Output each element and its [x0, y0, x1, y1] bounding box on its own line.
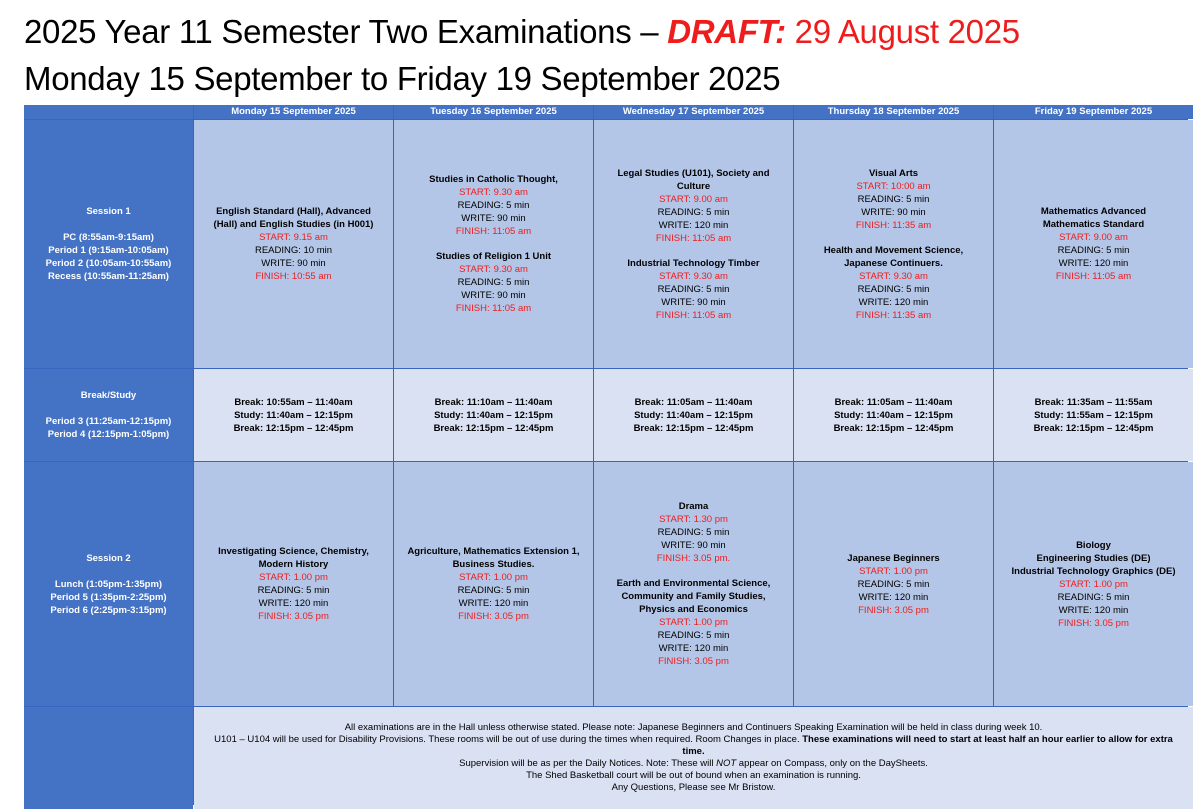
page-title-line-1	[24, 13, 1020, 51]
session-2-label	[24, 462, 193, 706]
break-line: Break: 11:10am – 11:40am	[434, 396, 553, 408]
exam-start: START: 1.00 pm	[659, 617, 728, 628]
exam-block	[847, 552, 939, 617]
break-monday	[194, 369, 393, 461]
exam-subject: Agriculture, Mathematics Extension 1,	[407, 546, 580, 557]
exam-subject: Industrial Technology Timber	[627, 257, 760, 269]
break-line: Break: 12:15pm – 12:45pm	[433, 422, 554, 434]
period-label: Period 3 (11:25am-12:15pm)	[45, 416, 172, 427]
exam-finish: FINISH: 10:55 am	[255, 271, 332, 282]
exam-timetable	[24, 105, 1188, 805]
exam-reading: READING: 5 min	[657, 527, 730, 538]
exam-write: WRITE: 90 min	[861, 206, 926, 218]
exam-block	[1041, 205, 1146, 283]
day-header-monday: Monday 15 September 2025	[194, 105, 393, 119]
session-title: Session 1	[86, 206, 131, 217]
exam-finish: FINISH: 3.05 pm	[1058, 617, 1129, 629]
break-line: Break: 11:05am – 11:40am	[634, 396, 753, 408]
session-1-thursday	[794, 120, 993, 368]
exam-block	[627, 257, 759, 322]
break-line: Break: 12:15pm – 12:45pm	[233, 422, 354, 434]
exam-write: WRITE: 120 min	[858, 591, 929, 603]
exam-subject: Biology	[1076, 539, 1111, 551]
session-1-tuesday	[394, 120, 593, 368]
exam-subject: Drama	[678, 501, 709, 512]
session-2-thursday	[794, 462, 993, 706]
exam-start: START: 1.00 pm	[459, 572, 528, 583]
draft-label: DRAFT:	[667, 13, 786, 50]
exam-finish: FINISH: 11:35 am	[855, 309, 932, 321]
note-italic: NOT	[716, 758, 737, 769]
exam-block	[617, 167, 769, 245]
note-emphasis: These examinations will need to start at least half an hour earlier to allow for extra time.	[682, 734, 1173, 757]
exam-write: WRITE: 90 min	[261, 258, 326, 269]
exam-reading: READING: 5 min	[657, 630, 730, 641]
exam-write: WRITE: 120 min	[1058, 258, 1129, 269]
day-header-tuesday: Tuesday 16 September 2025	[394, 105, 593, 119]
period-label: Period 1 (9:15am-10:05am)	[48, 245, 169, 256]
note-text: Supervision will be as per the Daily Notices. Note: These will	[459, 758, 717, 769]
exam-start: START: 1.00 pm	[259, 572, 328, 583]
break-line: Break: 10:55am – 11:40am	[234, 396, 353, 408]
study-line: Study: 11:40am – 12:15pm	[434, 409, 553, 421]
exam-subject: Community and Family Studies,	[621, 591, 766, 602]
break-line: Break: 12:15pm – 12:45pm	[1033, 422, 1154, 434]
notes-label	[24, 707, 193, 809]
exam-write: WRITE: 90 min	[661, 540, 726, 551]
exam-block	[1012, 539, 1176, 630]
session-2-monday	[194, 462, 393, 706]
exam-reading: READING: 5 min	[657, 283, 730, 295]
exam-write: WRITE: 120 min	[258, 598, 329, 609]
exam-reading: READING: 5 min	[857, 578, 930, 590]
exam-subject: Studies of Religion 1 Unit	[435, 251, 552, 262]
exam-write: WRITE: 120 min	[458, 598, 529, 609]
exam-reading: READING: 5 min	[857, 283, 930, 295]
draft-date: 29 August 2025	[785, 13, 1020, 50]
exam-start: START: 9.15 am	[259, 232, 328, 243]
exam-start: START: 9.00 am	[1059, 232, 1128, 243]
break-friday	[994, 369, 1193, 461]
break-tuesday	[394, 369, 593, 461]
exam-start: START: 9.30 am	[459, 264, 528, 275]
session-1-friday	[994, 120, 1193, 368]
title-text: 2025 Year 11 Semester Two Examinations –	[24, 13, 668, 50]
day-header-wednesday: Wednesday 17 September 2025	[594, 105, 793, 119]
exam-finish: FINISH: 11:35 am	[855, 219, 932, 231]
period-label: Lunch (1:05pm-1:35pm)	[54, 578, 163, 590]
exam-finish: FINISH: 3.05 pm	[658, 656, 729, 667]
study-line: Study: 11:55am – 12:15pm	[1034, 409, 1153, 421]
note-line: The Shed Basketball court will be out of bound when an examination is running.	[526, 770, 861, 781]
exam-block	[218, 545, 369, 623]
note-text: U101 – U104 will be used for Disability Provisions. These rooms will be out of use during the times when required. Room Changes in place.	[214, 734, 803, 745]
day-header-friday: Friday 19 September 2025	[994, 105, 1193, 119]
exam-reading: READING: 5 min	[257, 585, 330, 596]
exam-write: WRITE: 90 min	[461, 213, 526, 224]
exam-subject: Visual Arts	[868, 167, 919, 179]
exam-start: START: 1.00 pm	[1059, 578, 1128, 590]
exam-reading: READING: 10 min	[254, 245, 333, 256]
exam-write: WRITE: 90 min	[661, 296, 726, 308]
exam-subject: Studies in Catholic Thought,	[429, 174, 558, 185]
exam-write: WRITE: 120 min	[858, 296, 929, 308]
exam-finish: FINISH: 3.05 pm.	[656, 553, 731, 564]
break-wednesday	[594, 369, 793, 461]
exam-finish: FINISH: 11:05 am	[655, 309, 732, 321]
exam-reading: READING: 5 min	[457, 277, 530, 288]
session-1-monday	[194, 120, 393, 368]
note-line: Any Questions, Please see Mr Bristow.	[611, 782, 776, 793]
exam-subject: Investigating Science, Chemistry,	[218, 546, 369, 557]
session-2-wednesday	[594, 462, 793, 706]
exam-finish: FINISH: 11:05 am	[455, 226, 532, 237]
session-2-friday	[994, 462, 1193, 706]
break-line: Break: 11:35am – 11:55am	[1034, 396, 1153, 408]
exam-block	[617, 577, 771, 668]
exam-subject: Business Studies.	[452, 559, 535, 570]
exam-block	[436, 250, 551, 315]
exam-start: START: 10:00 am	[856, 180, 931, 192]
exam-subject: Mathematics Advanced	[1040, 206, 1147, 217]
exam-reading: READING: 5 min	[457, 200, 530, 211]
exam-finish: FINISH: 3.05 pm	[458, 611, 529, 622]
exam-finish: FINISH: 3.05 pm	[858, 604, 929, 616]
note-text: appear on Compass, only on the DaySheets.	[736, 758, 928, 769]
session-title: Break/Study	[80, 390, 137, 401]
exam-start: START: 1.30 pm	[659, 514, 728, 525]
period-label: Period 5 (1:35pm-2:25pm)	[50, 591, 167, 603]
session-1-wednesday	[594, 120, 793, 368]
break-study-label	[24, 369, 193, 461]
period-label: Period 4 (12:15pm-1:05pm)	[47, 429, 170, 440]
exam-subject: Japanese Beginners	[847, 552, 940, 564]
exam-start: START: 9.30 am	[459, 187, 528, 198]
break-line: Break: 11:05am – 11:40am	[834, 396, 953, 408]
exam-subject: Earth and Environmental Science,	[616, 578, 771, 589]
page-title-line-2: Monday 15 September to Friday 19 September 2025	[24, 60, 781, 97]
exam-subject: Culture	[676, 180, 711, 192]
exam-finish: FINISH: 11:05 am	[1055, 271, 1132, 282]
exam-subject: Legal Studies (U101), Society and	[617, 167, 770, 179]
exam-subject: English Standard (Hall), Advanced	[216, 206, 371, 217]
exam-subject: Mathematics Standard	[1042, 219, 1145, 230]
exam-finish: FINISH: 11:05 am	[655, 232, 732, 244]
period-label: Period 2 (10:05am-10:55am)	[45, 258, 172, 269]
exam-subject: Japanese Continuers.	[844, 257, 943, 269]
exam-start: START: 9.00 am	[659, 193, 728, 205]
study-line: Study: 11:40am – 12:15pm	[634, 409, 753, 421]
exam-subject: Health and Movement Science,	[823, 244, 964, 256]
note-line	[204, 758, 1183, 770]
exam-block	[657, 500, 730, 565]
period-label: Period 6 (2:25pm-3:15pm)	[50, 604, 167, 616]
exam-write: WRITE: 120 min	[658, 219, 729, 231]
exam-subject: Engineering Studies (DE)	[1036, 552, 1151, 564]
study-line: Study: 11:40am – 12:15pm	[834, 409, 953, 421]
exam-start: START: 9.30 am	[859, 270, 928, 282]
exam-start: START: 1.00 pm	[859, 565, 928, 577]
exam-block	[824, 244, 963, 322]
exam-subject: (Hall) and English Studies (in H001)	[213, 219, 374, 230]
exam-block	[407, 545, 579, 623]
study-line: Study: 11:40am – 12:15pm	[234, 409, 353, 421]
exam-finish: FINISH: 11:05 am	[455, 303, 532, 314]
break-line: Break: 12:15pm – 12:45pm	[633, 422, 754, 434]
header-corner	[24, 105, 193, 119]
exam-reading: READING: 5 min	[657, 206, 730, 218]
session-2-tuesday	[394, 462, 593, 706]
exam-subject: Modern History	[258, 559, 329, 570]
period-label: PC (8:55am-9:15am)	[63, 232, 154, 243]
exam-subject: Industrial Technology Graphics (DE)	[1011, 565, 1176, 577]
period-label: Recess (10:55am-11:25am)	[48, 271, 169, 282]
exam-write: WRITE: 120 min	[658, 643, 729, 654]
exam-reading: READING: 5 min	[857, 193, 930, 205]
exam-block	[429, 173, 558, 238]
exam-block	[214, 205, 374, 283]
day-header-thursday: Thursday 18 September 2025	[794, 105, 993, 119]
break-thursday	[794, 369, 993, 461]
notes-panel	[194, 707, 1193, 809]
exam-subject: Physics and Economics	[639, 604, 748, 615]
note-line: All examinations are in the Hall unless otherwise stated. Please note: Japanese Beginners and Continuers Speaking Examination will be held in class during week 10.	[344, 722, 1043, 733]
exam-write: WRITE: 90 min	[461, 290, 526, 301]
exam-write: WRITE: 120 min	[1058, 604, 1129, 616]
break-line: Break: 12:15pm – 12:45pm	[833, 422, 954, 434]
exam-finish: FINISH: 3.05 pm	[258, 611, 329, 622]
session-title: Session 2	[86, 552, 131, 564]
exam-start: START: 9.30 am	[659, 270, 728, 282]
exam-reading: READING: 5 min	[1057, 591, 1130, 603]
exam-reading: READING: 5 min	[1057, 245, 1130, 256]
exam-block	[856, 167, 931, 232]
note-line	[204, 734, 1183, 758]
session-1-label	[24, 120, 193, 368]
exam-reading: READING: 5 min	[457, 585, 530, 596]
